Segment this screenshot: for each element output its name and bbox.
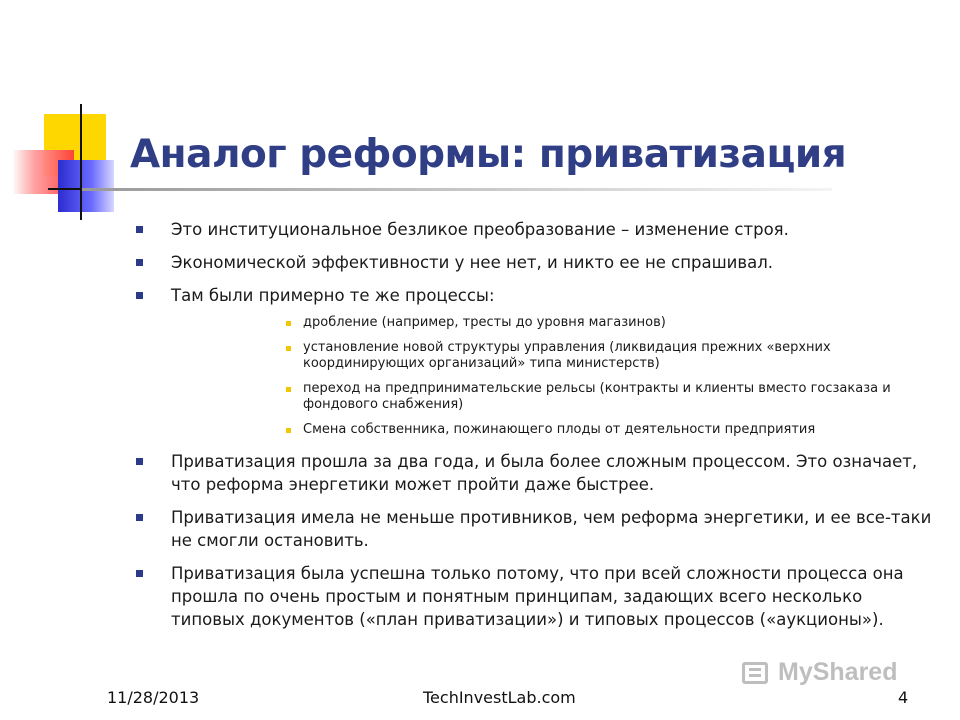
- bullet-list: [133, 218, 933, 641]
- bullet-item: [133, 251, 933, 274]
- sub-bullet-item: [283, 340, 943, 372]
- sub-bullet-text: установление новой структуры управления (ликвидация прежних «верхних координирующих организаций» типа министерств): [303, 340, 831, 371]
- sub-bullet-marker-icon: [286, 321, 291, 326]
- bullet-item: [133, 284, 933, 307]
- sub-bullet-list: [133, 315, 933, 438]
- sub-bullet-marker-icon: [286, 346, 291, 351]
- sub-bullet-text: Смена собственника, пожинающего плоды от деятельности предприятия: [303, 422, 816, 437]
- bullet-marker-icon: [136, 570, 143, 577]
- bullet-text: Экономической эффективности у нее нет, и никто ее не спрашивал.: [171, 253, 774, 272]
- bullet-item: [133, 450, 933, 496]
- sub-bullet-text: переход на предпринимательские рельсы (контракты и клиенты вместо госзаказа и фондового снабжения): [303, 381, 891, 412]
- bullet-text: Это институциональное безликое преобразование – изменение строя.: [171, 220, 789, 239]
- sub-bullet-item: [283, 422, 943, 438]
- slide-title: Аналог реформы: приватизация: [130, 132, 847, 177]
- sub-bullet-text: дробление (например, тресты до уровня магазинов): [303, 315, 666, 330]
- bullet-item: [133, 218, 933, 241]
- myshared-watermark: [740, 652, 930, 692]
- title-underline: [82, 188, 832, 191]
- bullet-item: [133, 506, 933, 552]
- deco-blue-square: [58, 160, 114, 212]
- sub-bullet-marker-icon: [286, 387, 291, 392]
- sub-bullet-item: [283, 381, 943, 413]
- page-number: 4: [898, 688, 909, 707]
- footer-date: 11/28/2013: [107, 688, 200, 707]
- bullet-item: [133, 562, 933, 631]
- bullet-marker-icon: [136, 226, 143, 233]
- deco-vertical-line: [80, 104, 82, 220]
- footer-site: TechInvestLab.com: [423, 688, 576, 707]
- bullet-marker-icon: [136, 514, 143, 521]
- myshared-logo-icon: [740, 656, 772, 688]
- watermark-text: MyShared: [778, 657, 898, 686]
- bullet-text: Там были примерно те же процессы:: [171, 286, 495, 305]
- bullet-text: Приватизация имела не меньше противников, чем реформа энергетики, и ее все-таки не смогли остановить.: [171, 508, 932, 550]
- bullet-marker-icon: [136, 292, 143, 299]
- sub-bullet-item: [283, 315, 943, 331]
- title-decoration: [0, 0, 140, 230]
- bullet-text: Приватизация была успешна только потому, что при всей сложности процесса она прошла по очень простым и понятным принципам, задающих всего несколько типовых документов («план приватизации») и типовых процессов («аукционы»).: [171, 564, 904, 629]
- bullet-marker-icon: [136, 458, 143, 465]
- bullet-marker-icon: [136, 259, 143, 266]
- sub-bullet-marker-icon: [286, 428, 291, 433]
- bullet-text: Приватизация прошла за два года, и была более сложным процессом. Это означает, что реформа энергетики может пройти даже быстрее.: [171, 452, 918, 494]
